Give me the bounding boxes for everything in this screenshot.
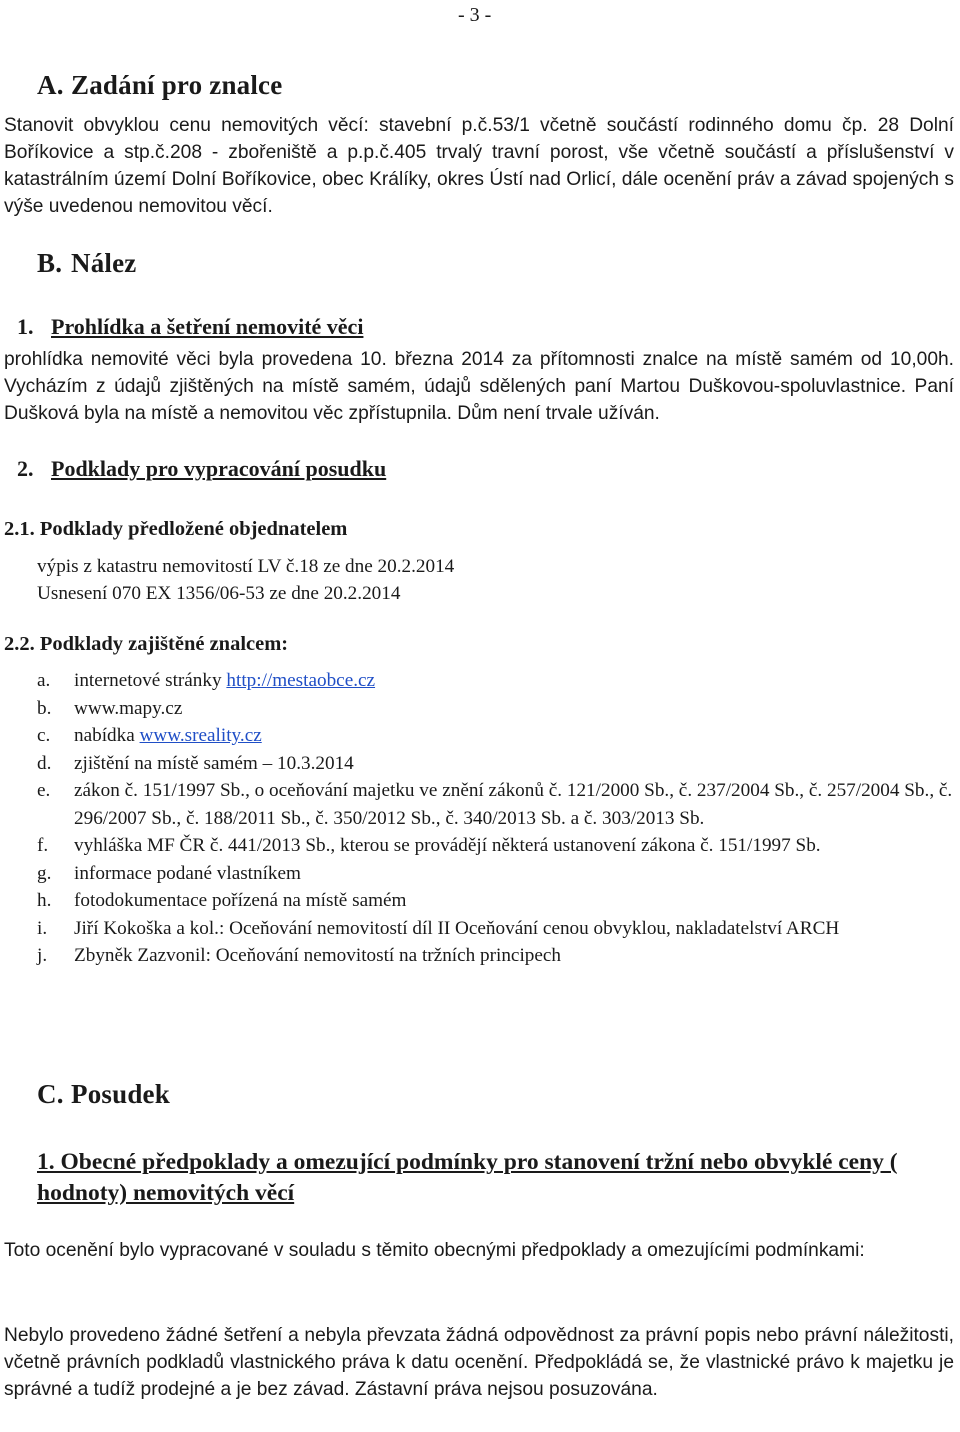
sources-list (37, 667, 957, 970)
subsection-1-heading (17, 314, 363, 340)
page-number: - 3 - (458, 4, 492, 26)
sreality-link[interactable]: www.sreality.cz (139, 725, 262, 746)
list-item: b. www.mapy.cz (37, 697, 183, 719)
list-item: c. nabídka www.sreality.cz (37, 725, 262, 746)
subsection-2-title: Podklady pro vypracování posudku (51, 456, 387, 481)
section-c-letter: C. (37, 1079, 64, 1109)
section-a-heading (37, 70, 282, 101)
subsection-2-1-line-1: výpis z katastru nemovitostí LV č.18 ze dne 20.2.2014 (37, 556, 455, 577)
list-item: g. informace podané vlastníkem (37, 862, 301, 884)
subsection-2-heading (17, 456, 386, 482)
section-b-title: Nález (71, 248, 137, 278)
subsection-1-number: 1. (17, 314, 34, 339)
list-item: d. zjištění na místě samém – 10.3.2014 (37, 752, 354, 774)
list-item: i. Jiří Kokoška a kol.: Oceňování nemovitostí díl II Oceňování cenou obvyklou, nakladatelství ARCH (37, 917, 840, 939)
section-a-letter: A. (37, 70, 64, 100)
list-item: h. fotodokumentace pořízená na místě samém (37, 890, 407, 911)
section-b-heading (37, 248, 136, 279)
section-c-title: Posudek (71, 1079, 170, 1109)
list-item: a. internetové stránky http://mestaobce.cz (37, 670, 376, 691)
subsection-2-number: 2. (17, 456, 34, 481)
section-c-paragraph-2: Nebylo provedeno žádné šetření a nebyla převzata žádná odpovědnost za právní popis nebo právní náležitosti, včetně právních podkladů vlastnického práva k datu ocenění. Předpokládá se, že vlastnické právo k majetku je správné a tudíž prodejné a je bez závad. Zástavní práva nejsou posuzována. (4, 1325, 954, 1400)
mestaobce-link[interactable]: http://mestaobce.cz (226, 670, 376, 691)
subsection-2-1-line-2: Usnesení 070 EX 1356/06-53 ze dne 20.2.2014 (37, 583, 401, 604)
section-a-text: Stanovit obvyklou cenu nemovitých věcí: stavební p.č.53/1 včetně součástí rodinného domu čp. 28 Dolní Boříkovice a stp.č.208 - zbořeniště a p.p.č.405 trvalý travní porost, vše včetně součástí a příslušenství v katastrálním území Dolní Boříkovice, obec Králíky, okres Ústí nad Orlicí, dále ocenění práv a závad spojených s výše uvedenou nemovitou věcí. (4, 115, 954, 217)
section-b-letter: B. (37, 248, 63, 278)
subsection-1-title: Prohlídka a šetření nemovité věci (51, 314, 364, 339)
list-item: f. vyhláška MF ČR č. 441/2013 Sb., kterou se provádějí některá ustanovení zákona č. 151/1997 Sb. (37, 835, 821, 856)
section-c-paragraph-1: Toto ocenění bylo vypracované v souladu s těmito obecnými předpoklady a omezujícími podmínkami: (4, 1240, 865, 1261)
subsection-2-1-title: 2.1. Podklady předložené objednatelem (4, 518, 348, 540)
section-c-subsection-1-title: 1. Obecné předpoklady a omezující podmínky pro stanovení tržní nebo obvyklé ceny ( hodnoty) nemovitých věcí (37, 1149, 898, 1206)
subsection-2-2-title: 2.2. Podklady zajištěné znalcem: (4, 633, 289, 655)
list-item: e. zákon č. 151/1997 Sb., o oceňování majetku ve znění zákonů č. 121/2000 Sb., č. 237/2004 Sb., č. 257/2004 Sb., č. 296/2007 Sb., č. 188/2011 Sb., č. 350/2012 Sb., č. 340/2013 Sb. a č. 303/2013 Sb. (37, 780, 953, 829)
list-item: j. Zbyněk Zazvonil: Oceňování nemovitostí na tržních principech (37, 945, 561, 966)
section-a-title: Zadání pro znalce (71, 70, 283, 100)
section-c-heading (37, 1079, 170, 1110)
subsection-1-text: prohlídka nemovité věci byla provedena 10. března 2014 za přítomnosti znalce na místě samém od 10,00h. Vycházím z údajů zjištěných na místě samém, údajů sdělených paní Martou Duškovou-spoluvlastnice. Paní Dušková byla na místě a nemovitou věc zpřístupnila. Dům není trvale užíván. (4, 349, 954, 424)
